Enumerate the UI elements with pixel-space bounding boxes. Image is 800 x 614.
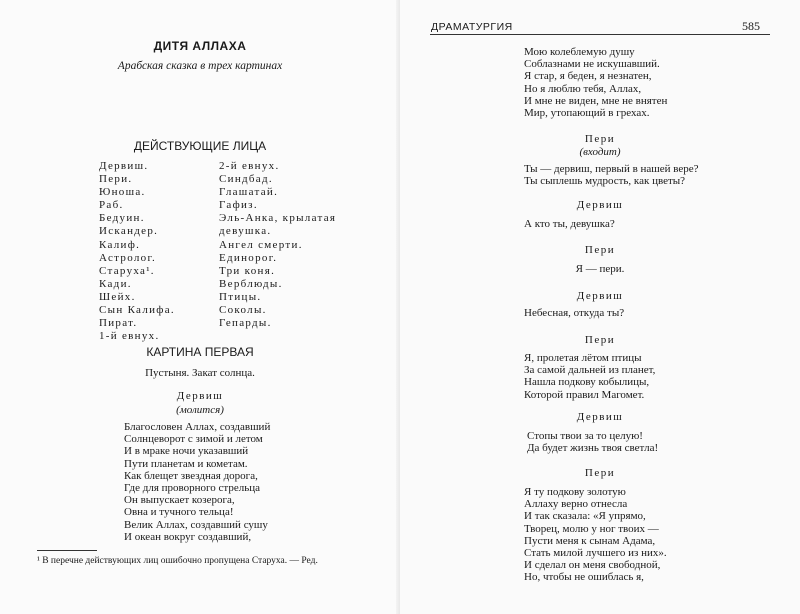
cast-list-column-1	[99, 160, 175, 343]
verse-line: Я — пери.	[575, 263, 625, 275]
verse-block	[524, 46, 667, 119]
verse-line: Да будет жизнь твоя светла!	[527, 442, 659, 455]
verse-line: Соблазнами не искушавший.	[524, 58, 660, 71]
header-rule	[430, 34, 770, 35]
verse-line: И так сказала: «Я упрямо,	[524, 510, 646, 523]
verse-block	[524, 352, 655, 401]
verse-line: Мою колеблемую душу	[524, 46, 635, 58]
speaker-name: Пери	[584, 244, 616, 256]
cast-item: Ангел смерти.	[219, 238, 303, 251]
verse-line: Я ту подкову золотую	[524, 486, 626, 498]
speaker-name: Пери	[584, 334, 616, 346]
cast-item: Калиф.	[99, 238, 141, 251]
verse-line: Мир, утопающий в грехах.	[524, 106, 650, 119]
cast-item: 1-й евнух.	[99, 330, 160, 343]
speaker-name: Пери	[584, 133, 616, 145]
verse-line: Которой правил Магомет.	[524, 388, 645, 401]
running-head: ДРАМАТУРГИЯ	[431, 21, 513, 33]
speaker-name: Дервиш	[576, 411, 624, 423]
cast-item: Верблюды.	[219, 277, 283, 290]
cast-item: Единорог.	[219, 251, 278, 264]
verse-line: Где для проворного стрельца	[124, 481, 261, 494]
verse-line: Но я люблю тебя, Аллах,	[524, 82, 642, 95]
verse-line: Стать милой лучшего из них».	[524, 546, 667, 559]
cast-item: Эль-Анка, крылатая	[219, 212, 337, 225]
cast-list-column-2	[219, 160, 336, 330]
verse-line: Я, пролетая лётом птицы	[524, 352, 642, 364]
cast-item: 2-й евнух.	[219, 160, 280, 172]
verse-line: Велик Аллах, создавший сушу	[124, 518, 268, 531]
verse-line: Стопы твои за то целую!	[527, 430, 643, 442]
speaker-name: Пери	[584, 467, 616, 479]
cast-item: Гепарды.	[219, 317, 272, 330]
cast-item: Раб.	[99, 199, 124, 212]
verse-line: Благословен Аллах, создавший	[124, 421, 271, 433]
cast-item: Три коня.	[219, 264, 276, 277]
verse-line: А кто ты, девушка?	[524, 218, 615, 230]
cast-item: Пират.	[99, 317, 138, 330]
stage-direction: (молится)	[176, 404, 224, 416]
scene-heading: КАРТИНА ПЕРВАЯ	[146, 345, 254, 359]
footnote: ¹ В перечне действующих лиц ошибочно пропущена Старуха. — Ред.	[37, 556, 318, 566]
verse-block	[124, 421, 270, 543]
speaker-name: Дервиш	[576, 199, 624, 211]
verse-line: Небесная, откуда ты?	[524, 307, 625, 319]
play-title: ДИТЯ АЛЛАХА	[153, 39, 247, 53]
cast-item: Сын Калифа.	[99, 304, 175, 317]
cast-item: Птицы.	[219, 290, 262, 303]
cast-item: Синдбад.	[219, 173, 273, 186]
verse-line: Ты сыплешь мудрость, как цветы?	[524, 175, 686, 188]
verse-line: Солнцеворот с зимой и летом	[124, 433, 263, 446]
cast-heading: ДЕЙСТВУЮЩИЕ ЛИЦА	[133, 139, 267, 153]
verse-line: Пусти меня к сынам Адама,	[524, 534, 656, 547]
cast-item: Соколы.	[219, 304, 267, 317]
cast-item: Кади.	[99, 277, 132, 290]
page-number: 585	[742, 19, 760, 33]
cast-item: Искандер.	[99, 225, 159, 238]
verse-block	[527, 430, 658, 454]
play-subtitle: Арабская сказка в трех картинах	[117, 60, 283, 72]
verse-line: Я стар, я беден, я незнатен,	[524, 70, 652, 83]
cast-item: Старуха¹.	[99, 264, 155, 277]
verse-block	[524, 163, 699, 187]
verse-line: Пути планетам и кометам.	[124, 457, 248, 470]
stage-direction: (входит)	[579, 146, 621, 158]
verse-line: Но, чтобы не ошиблась я,	[524, 571, 644, 584]
footnote-rule	[37, 550, 97, 551]
verse-block	[524, 486, 667, 584]
verse-line: Как блещет звездная дорога,	[124, 469, 258, 482]
cast-item: Бедуин.	[99, 212, 145, 225]
cast-item: Астролог.	[99, 251, 157, 264]
verse-line: И океан вокруг создавший,	[124, 530, 252, 543]
verse-line: Нашла подкову кобылицы,	[524, 376, 650, 389]
cast-item: Шейх.	[99, 290, 136, 303]
verse-line: За самой дальней из планет,	[524, 364, 656, 377]
cast-item: Глашатай.	[219, 186, 279, 199]
cast-item: Гафиз.	[219, 199, 258, 212]
verse-line: Аллаху верно отнесла	[524, 498, 628, 511]
verse-line: И мне не виден, мне не внятен	[524, 94, 668, 107]
verse-line: Творец, молю у ног твоих —	[524, 522, 659, 535]
verse-line: И в мраке ночи указавший	[124, 445, 249, 458]
cast-item: Дервиш.	[99, 160, 149, 172]
cast-item: Пери.	[99, 173, 133, 186]
cast-item: девушка.	[219, 225, 272, 238]
cast-item: Юноша.	[99, 186, 146, 199]
speaker-name: Дервиш	[576, 290, 624, 302]
scene-setting: Пустыня. Закат солнца.	[145, 367, 255, 379]
right-page	[400, 0, 800, 614]
verse-line: Овна и тучного тельца!	[124, 506, 234, 519]
verse-line: Он выпускает козерога,	[124, 494, 235, 507]
verse-line: И сделал он меня свободной,	[524, 559, 661, 572]
verse-line: Ты — дервиш, первый в нашей вере?	[524, 163, 699, 175]
speaker-name: Дервиш	[176, 390, 224, 402]
